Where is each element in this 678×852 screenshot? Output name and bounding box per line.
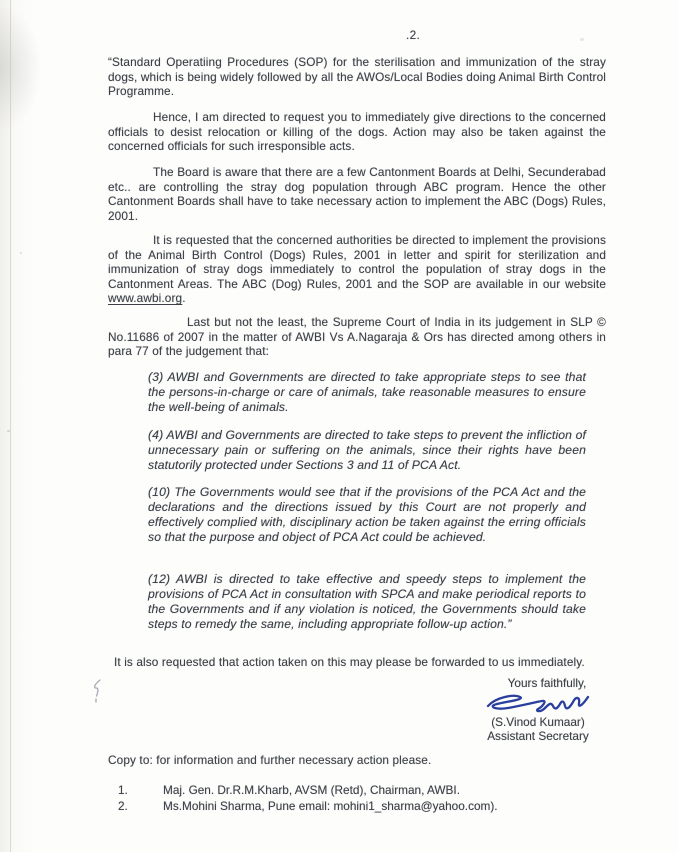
scan-artifact-speck [7,430,10,432]
copy-list-item: Ms.Mohini Sharma, Pune email: mohini1_sharma@yahoo.com). [163,799,498,813]
paragraph-text-before-link: It is requested that the concerned authorities be directed to implement the provisions of the Animal Birth Control (Dogs) Rules, 2001 in letter and spirit for sterilization and immunization of stray dogs immediately to control the population of stray dogs in the Cantonment Areas. The ABC (Dog) Rules, 2001 and the SOP are available in our website [108,233,606,291]
paragraph-cantonment-boards: The Board is aware that there are a few Cantonment Boards at Delhi, Secunderabad etc.. are controlling the stray dog population through ABC program. Hence the other Cantonment Boards shall have to take necessary action to implement the ABC (Dogs) Rules, 2001. [108,165,606,223]
paragraph-text-after-link: . [182,291,186,306]
valediction: Yours faithfully, [507,676,587,690]
copy-list-item: Maj. Gen. Dr.R.M.Kharb, AVSM (Retd), Chairman, AWBI. [163,783,460,797]
court-quote-para-4: (4) AWBI and Governments are directed to take steps to prevent the infliction of unnecessary pain or suffering on the animals, since their rights have been statutorily protected under Sections 3 and 11 of PCA Act. [148,428,586,472]
scan-artifact-left-edge-line [10,0,11,852]
copy-to-label: Copy to: for information and further necessary action please. [108,753,432,767]
copy-list-number: 2. [118,799,128,813]
court-quote-para-12: (12) AWBI is directed to take effective and speedy steps to implement the provisions of PCA Act in consultation with SPCA and make periodical reports to the Governments and if any violation is noticed, the Governments should take steps to remedy the same, including appropriate follow-up action.” [148,572,586,631]
paragraph-supreme-court-intro: Last but not the least, the Supreme Court of India in its judgement in SLP © No.11686 of 2007 in the matter of AWBI Vs A.Nagaraja & Ors has directed among others in para 77 of the judgement that: [108,315,606,359]
closing-request-line: It is also requested that action taken on this may please be forwarded to us immediately. [114,655,585,669]
signatory-name: (S.Vinod Kumaar) [491,714,585,729]
copy-list-number: 1. [118,783,128,797]
signatory-title: Assistant Secretary [487,729,589,744]
court-quote-para-3: (3) AWBI and Governments are directed to take appropriate steps to see that the persons-in-charge or care of animals, take reasonable measures to ensure the well-being of animals. [148,370,586,414]
scan-artifact-speck [20,252,22,254]
page-number: .2. [406,28,421,42]
court-quote-para-10: (10) The Governments would see that if the provisions of the PCA Act and the declarations and the directions issued by this Court are not properly and effectively complied with, disciplinary action be taken against the erring officials so that the purpose and object of PCA Act could be achieved. [148,485,586,544]
awbi-website-link: www.awbi.org [108,291,183,306]
paragraph-sop-quote: “Standard Operatiing Procedures (SOP) for the sterilisation and immunization of the stray dogs, which is being widely followed by all the AWOs/Local Bodies doing Animal Birth Control Programme. [108,55,606,99]
paragraph-abc-rules-website [108,233,606,306]
handwritten-pen-mark [90,678,106,706]
signature-block [452,676,624,744]
paragraph-directions-request: Hence, I am directed to request you to immediately give directions to the concerned officials to desist relocation or killing of the dogs. Action may also be taken against the concerned officials for such irresponsible acts. [108,110,606,154]
scan-artifact-speck [580,38,584,41]
